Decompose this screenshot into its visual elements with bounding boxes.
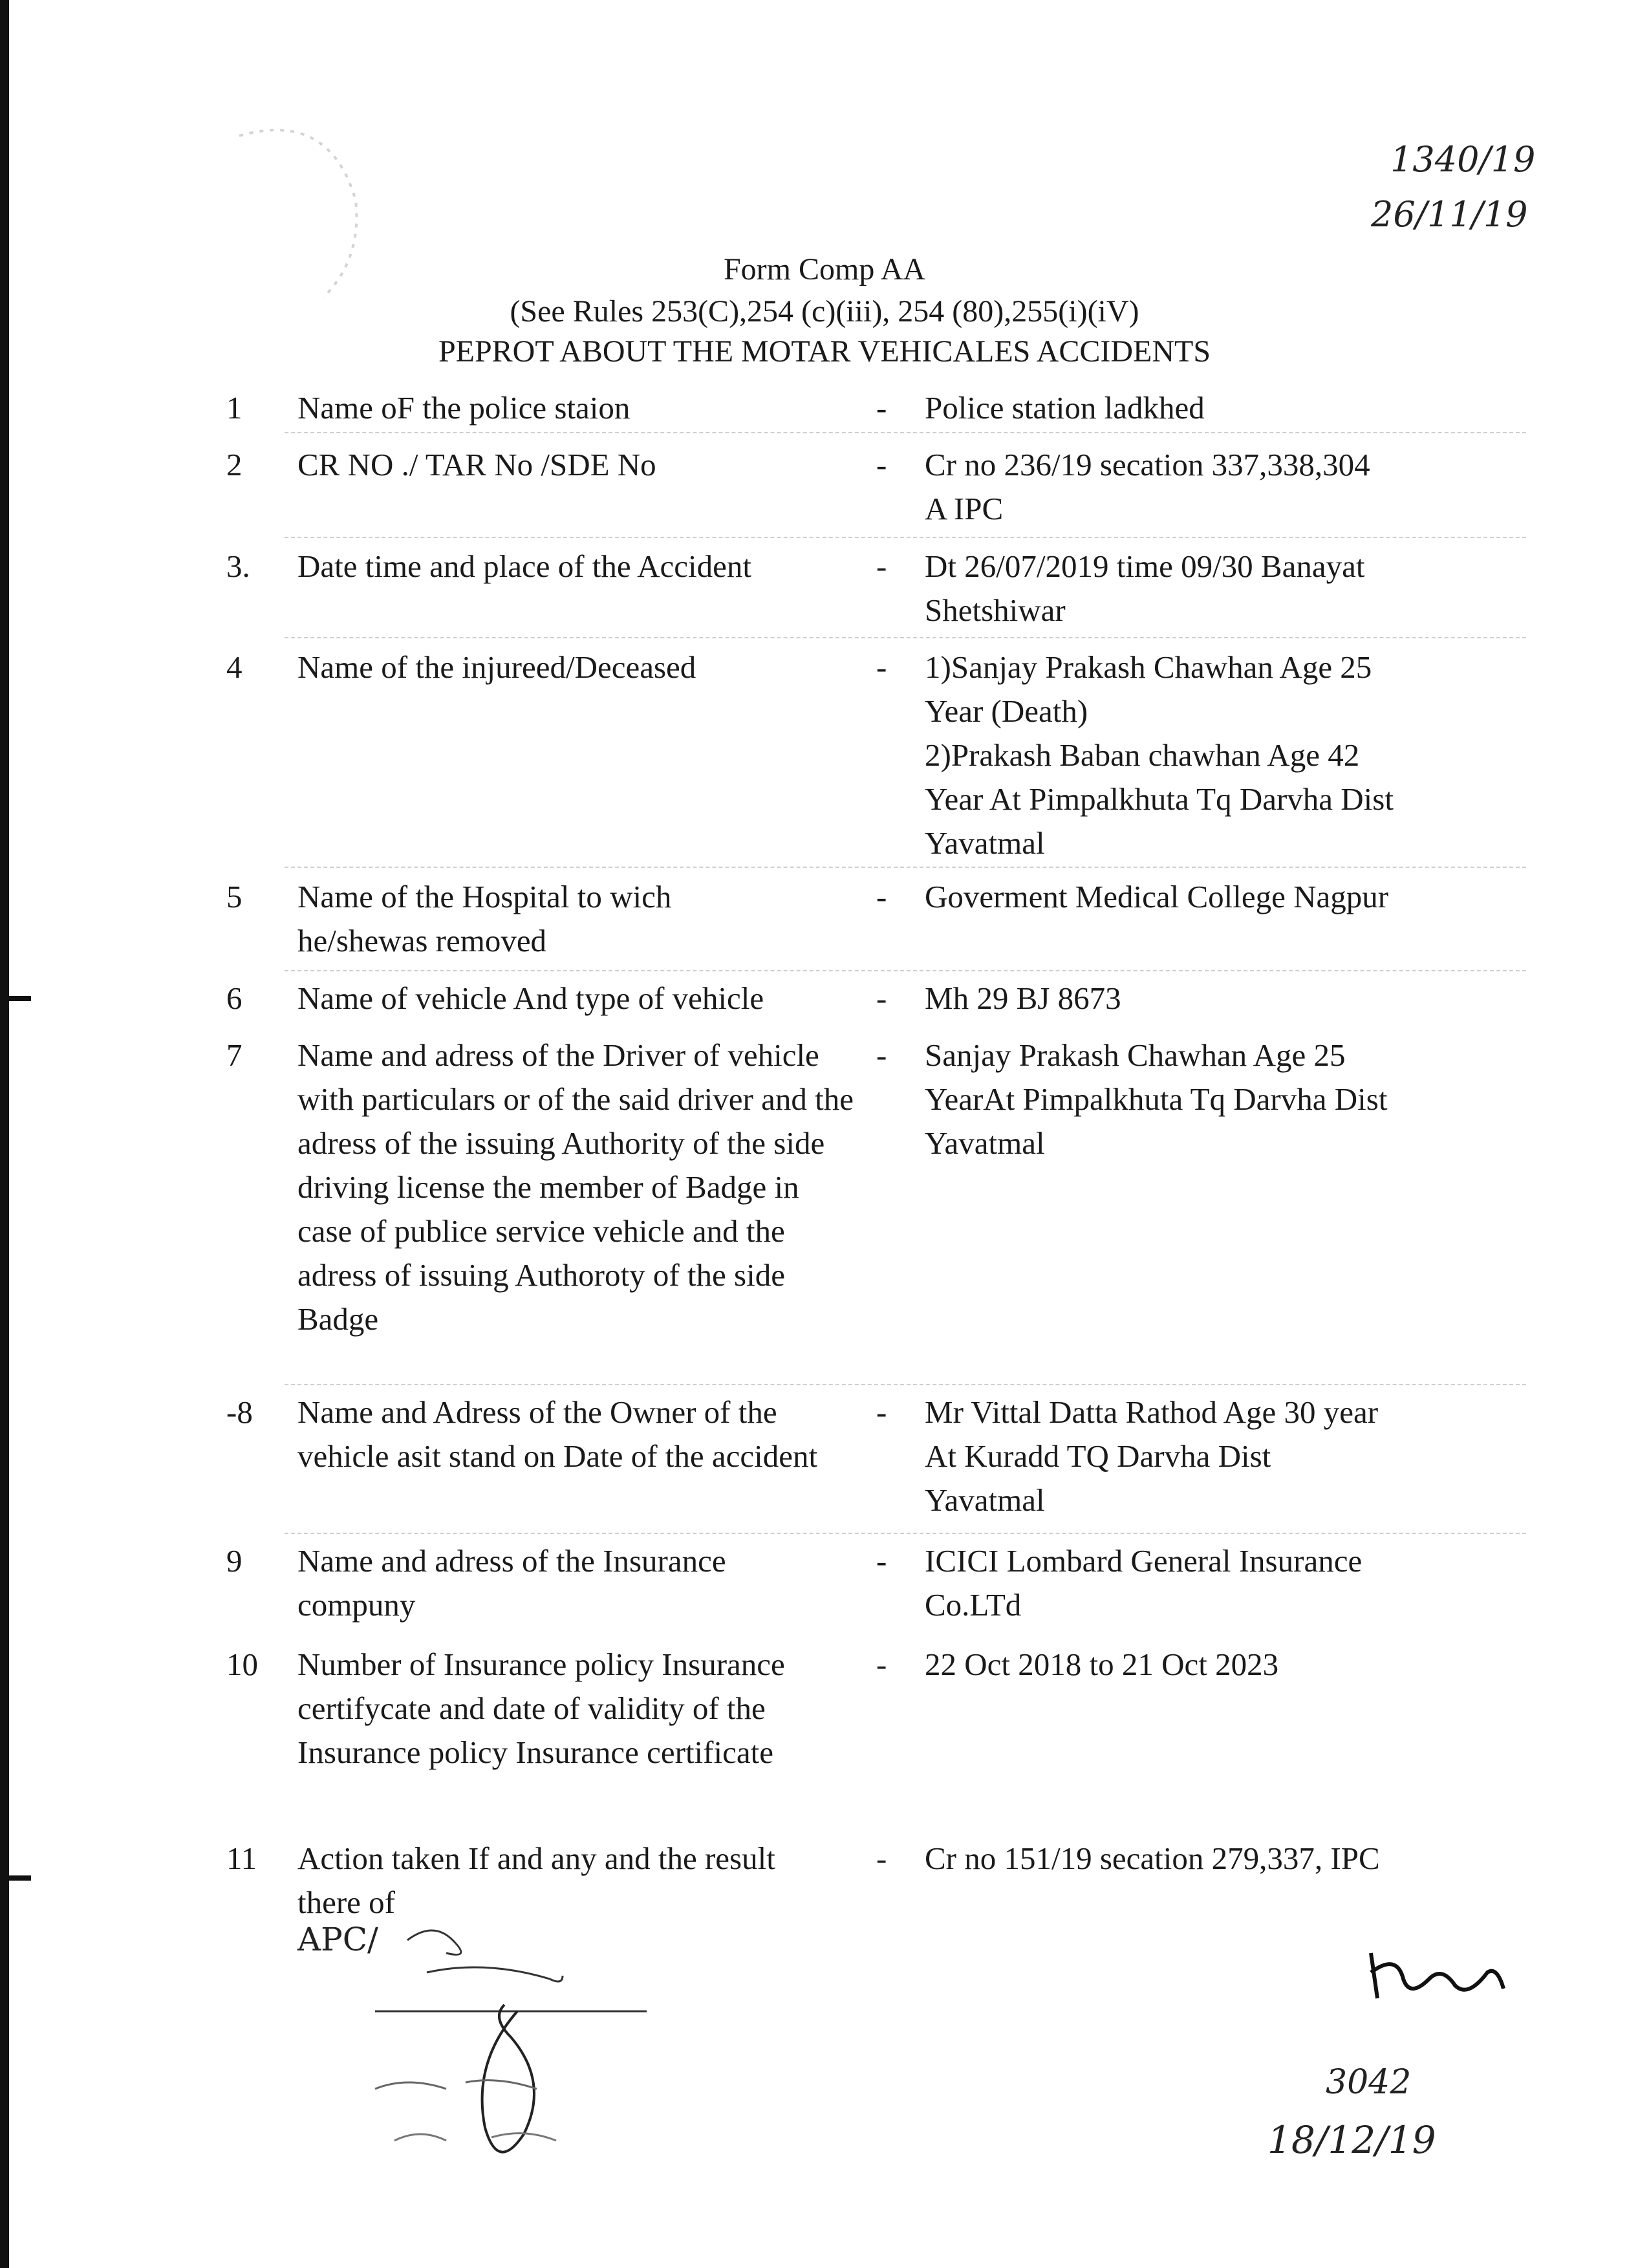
stamp-text: APC/	[297, 1921, 378, 1958]
row-dash: -	[876, 1543, 887, 1579]
row-number: 1	[226, 390, 242, 426]
row-label: Date time and place of the Accident	[297, 548, 752, 584]
row-separator	[285, 432, 1526, 433]
row-value: Cr no 236/19 secation 337,338,304 A IPC	[925, 447, 1370, 526]
row-label: Name and Adress of the Owner of the vehicle asit stand on Date of the accident	[297, 1394, 818, 1474]
row-dash: -	[876, 548, 887, 584]
row-label: Action taken If and any and the result there of	[297, 1841, 775, 1920]
row-dash: -	[876, 447, 887, 482]
row-number: 10	[226, 1647, 258, 1682]
row-number: 9	[226, 1543, 242, 1579]
row-label: CR NO ./ TAR No /SDE No	[297, 447, 656, 482]
officer-stamp	[278, 1914, 666, 2186]
outward-date: 18/12/19	[1267, 2118, 1436, 2162]
form-title: Form Comp AA	[723, 252, 926, 286]
row-separator	[285, 867, 1526, 868]
row-separator	[285, 637, 1526, 638]
row-number: 2	[226, 447, 242, 482]
reviewer-signature	[1358, 1927, 1513, 2018]
row-separator	[285, 537, 1526, 538]
outward-number: 3042	[1326, 2063, 1412, 2102]
row-label: Number of Insurance policy Insurance certifycate and date of validity of the Insurance policy Insurance certificate	[297, 1647, 785, 1770]
row-value: Mr Vittal Datta Rathod Age 30 year At Kuradd TQ Darvha Dist Yavatmal	[925, 1394, 1379, 1518]
form-rules: (See Rules 253(C),254 (c)(iii), 254 (80),255(i)(iV)	[510, 294, 1139, 329]
row-number: 11	[226, 1841, 257, 1876]
row-value: ICICI Lombard General Insurance Co.LTd	[925, 1543, 1363, 1623]
row-label: Name oF the police staion	[297, 390, 630, 426]
form-heading: PEPROT ABOUT THE MOTAR VEHICALES ACCIDENTS	[438, 334, 1211, 369]
row-value: Dt 26/07/2019 time 09/30 Banayat Shetshiwar	[925, 548, 1365, 628]
row-label: Name of the Hospital to wich he/shewas removed	[297, 879, 672, 958]
inward-number: 1340/19	[1390, 139, 1536, 180]
row-dash: -	[876, 649, 887, 685]
row-value: 22 Oct 2018 to 21 Oct 2023	[925, 1647, 1279, 1682]
row-label: Name of the injureed/Deceased	[297, 649, 696, 685]
row-value: Police station ladkhed	[925, 390, 1205, 426]
row-dash: -	[876, 1394, 887, 1430]
row-number: 4	[226, 649, 242, 685]
scan-edge-mark	[9, 1875, 31, 1881]
row-value: 1)Sanjay Prakash Chawhan Age 25 Year (Death) 2)Prakash Baban chawhan Age 42 Year At Pimpalkhuta Tq Darvha Dist Yavatmal	[925, 649, 1394, 861]
row-separator	[285, 1384, 1526, 1385]
row-number: 6	[226, 980, 242, 1016]
row-value: Sanjay Prakash Chawhan Age 25 YearAt Pimpalkhuta Tq Darvha Dist Yavatmal	[925, 1037, 1388, 1161]
row-separator	[285, 1533, 1526, 1534]
handwritten-signature	[278, 1914, 666, 2186]
row-dash: -	[876, 1647, 887, 1682]
row-number: 5	[226, 879, 242, 914]
scan-edge-mark	[9, 996, 31, 1001]
row-dash: -	[876, 1037, 887, 1073]
row-label: Name and adress of the Insurance compuny	[297, 1543, 726, 1623]
row-dash: -	[876, 879, 887, 914]
row-separator	[285, 970, 1526, 971]
row-number: 3.	[226, 548, 250, 584]
row-label: Name of vehicle And type of vehicle	[297, 980, 764, 1016]
row-value: Mh 29 BJ 8673	[925, 980, 1121, 1016]
row-value: Goverment Medical College Nagpur	[925, 879, 1389, 914]
row-number: -8	[226, 1394, 253, 1430]
row-dash: -	[876, 1841, 887, 1876]
row-number: 7	[226, 1037, 242, 1073]
row-dash: -	[876, 980, 887, 1016]
row-value: Cr no 151/19 secation 279,337, IPC	[925, 1841, 1380, 1876]
row-label: Name and adress of the Driver of vehicle with particulars or of the said driver and the adress of the issuing Authority of the side driving license the member of Badge in case of publice service vehicle and the adress of issuing Authoroty of the side Badge	[297, 1037, 854, 1337]
row-dash: -	[876, 390, 887, 426]
inward-date: 26/11/19	[1371, 194, 1528, 235]
